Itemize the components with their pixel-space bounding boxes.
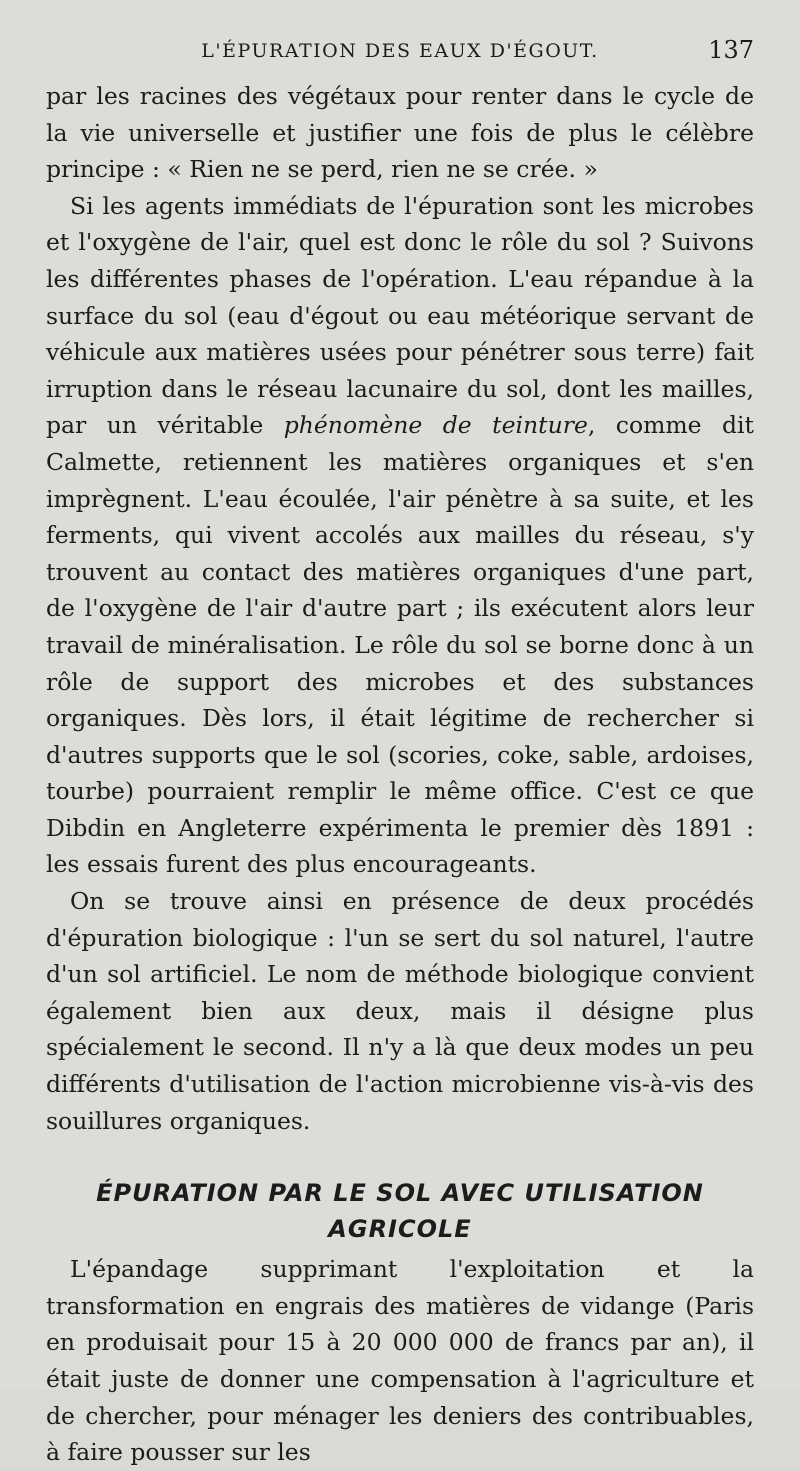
- italic-phrase: phénomène de teinture: [283, 411, 588, 440]
- section-heading-line-1: ÉPURATION PAR LE SOL AVEC UTILISATION: [96, 1179, 704, 1208]
- page-number: 137: [708, 36, 754, 64]
- body-text: [46, 78, 754, 1471]
- paragraph-epandage: L'épandage supprimant l'exploitation et la transformation en engrais des matières de vidange (Paris en produisait pour 15 à 20 000 000 de francs par an), il était juste de donner une compensation à l'agriculture et de chercher, pour ménager les deniers des contribuables, à faire pousser sur les: [46, 1255, 754, 1467]
- paragraph-deux-procedes: On se trouve ainsi en présence de deux procédés d'épuration biologique : l'un se sert du sol naturel, l'autre d'un sol artificiel. Le nom de méthode biologique convient également bien aux deux, mais il désigne plus spécialement le second. Il n'y a là que deux modes un peu différents d'utilisation de l'action microbienne vis-à-vis des souillures organiques.: [46, 887, 754, 1135]
- running-title: L'ÉPURATION DES EAUX D'ÉGOUT.: [201, 40, 599, 62]
- section-heading-line-2: AGRICOLE: [328, 1215, 472, 1244]
- page-header: [46, 30, 754, 78]
- paragraph-role-du-sol: [46, 188, 754, 883]
- paragraph-text-start: Si les agents immédiats de l'épuration sont les microbes et l'oxygène de l'air, quel est donc le rôle du sol ? Suivons les différentes phases de l'opération. L'eau répandue à la surface du sol (eau d'égout ou eau météorique servant de véhicule aux matières usées pour pénétrer sous terre) fait irruption dans le réseau lacunaire du sol, dont les mailles, par un véritable: [46, 191, 754, 440]
- section-heading: [46, 1175, 754, 1247]
- paragraph-continuation: par les racines des végétaux pour renter dans le cycle de la vie universelle et justifier une fois de plus le célèbre principe : « Rien ne se perd, rien ne se crée. »: [46, 82, 754, 184]
- paragraph-text-end: , comme dit Calmette, retiennent les matières organiques et s'en imprègnent. L'eau écoulée, l'air pénètre à sa suite, et les ferments, qui vivent accolés aux mailles du réseau, s'y trouvent au contact des matières organiques d'une part, de l'oxygène de l'air d'autre part ; ils exécutent alors leur travail de minéralisation. Le rôle du sol se borne donc à un rôle de support des microbes et des substances organiques. Dès lors, il était légitime de rechercher si d'autres supports que le sol (scories, coke, sable, ardoises, tourbe) pourraient remplir le même office. C'est ce que Dibdin en Angleterre expérimenta le premier dès 1891 : les essais furent des plus encourageants.: [46, 411, 755, 879]
